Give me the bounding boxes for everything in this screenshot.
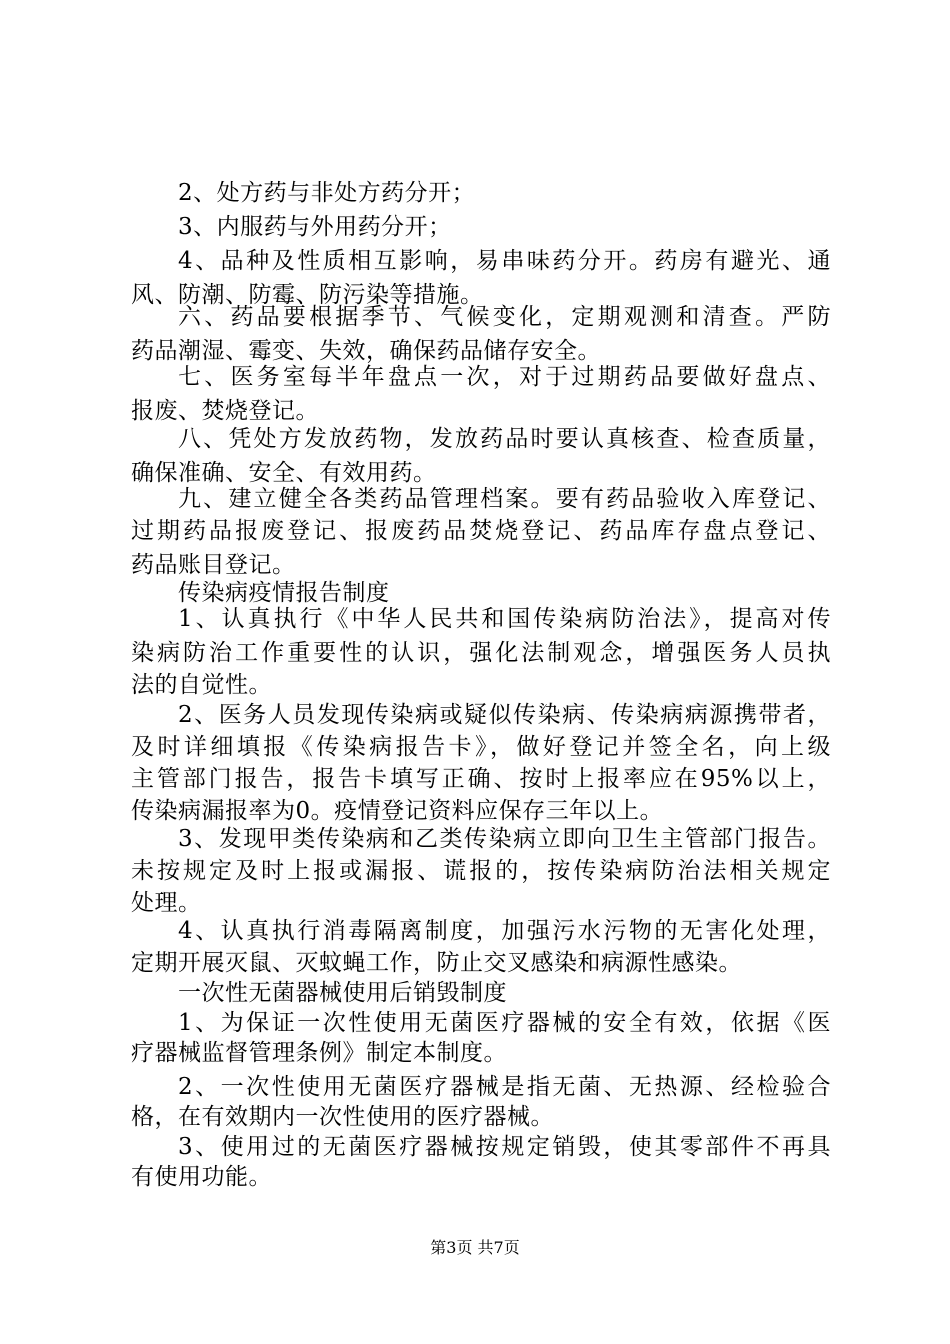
text-line: 疗器械监督管理条例》制定本制度。 (131, 1040, 507, 1066)
text-line: 九、建立健全各类药品管理档案。要有药品验收入库登记、 (178, 486, 831, 512)
text-line: 染病防治工作重要性的认识，强化法制观念，增强医务人员执 (131, 640, 831, 666)
text-line: 确保准确、安全、有效用药。 (131, 460, 437, 486)
section-heading: 一次性无菌器械使用后销毁制度 (178, 980, 507, 1006)
text-line: 2、处方药与非处方药分开； (178, 180, 476, 206)
text-line: 处理。 (131, 890, 202, 916)
text-line: 3、内服药与外用药分开； (178, 214, 452, 240)
text-line: 2、医务人员发现传染病或疑似传染病、传染病病源携带者， (178, 702, 831, 728)
text-line: 报废、焚烧登记。 (131, 398, 319, 424)
text-line: 4、品种及性质相互影响，易串味药分开。药房有避光、通 (178, 248, 831, 274)
text-line: 有使用功能。 (131, 1164, 272, 1190)
text-line: 及时详细填报《传染病报告卡》，做好登记并签全名，向上级 (131, 734, 831, 760)
text-line: 主管部门报告，报告卡填写正确、按时上报率应在95%以上， (131, 766, 831, 792)
section-heading: 传染病疫情报告制度 (178, 580, 390, 606)
text-line: 七、医务室每半年盘点一次，对于过期药品要做好盘点、 (178, 364, 831, 390)
text-line: 过期药品报废登记、报废药品焚烧登记、药品库存盘点登记、 (131, 518, 831, 544)
text-line: 法的自觉性。 (131, 672, 272, 698)
text-line: 药品潮湿、霉变、失效，确保药品储存安全。 (131, 338, 601, 364)
text-line: 1、认真执行《中华人民共和国传染病防治法》，提高对传 (178, 606, 831, 632)
text-line: 2、一次性使用无菌医疗器械是指无菌、无热源、经检验合 (178, 1074, 831, 1100)
text-line: 风、防潮、防霉、防污染等措施。 (131, 282, 484, 308)
text-line: 药品账目登记。 (131, 552, 296, 578)
text-line: 1、为保证一次性使用无菌医疗器械的安全有效，依据《医 (178, 1010, 831, 1036)
page-footer: 第3页 共7页 (430, 1238, 520, 1257)
text-line: 3、发现甲类传染病和乙类传染病立即向卫生主管部门报告。 (178, 826, 831, 852)
text-line: 未按规定及时上报或漏报、谎报的，按传染病防治法相关规定 (131, 858, 831, 884)
text-line: 八、凭处方发放药物，发放药品时要认真核查、检查质量， (178, 426, 831, 452)
text-line: 六、药品要根据季节、气候变化，定期观测和清查。严防 (178, 304, 831, 330)
text-line: 定期开展灭鼠、灭蚊蝇工作，防止交叉感染和病源性感染。 (131, 950, 742, 976)
text-line: 4、认真执行消毒隔离制度，加强污水污物的无害化处理， (178, 918, 831, 944)
text-line: 格，在有效期内一次性使用的医疗器械。 (131, 1104, 554, 1130)
text-line: 3、使用过的无菌医疗器械按规定销毁，使其零部件不再具 (178, 1134, 831, 1160)
text-line: 传染病漏报率为0。疫情登记资料应保存三年以上。 (131, 798, 664, 824)
